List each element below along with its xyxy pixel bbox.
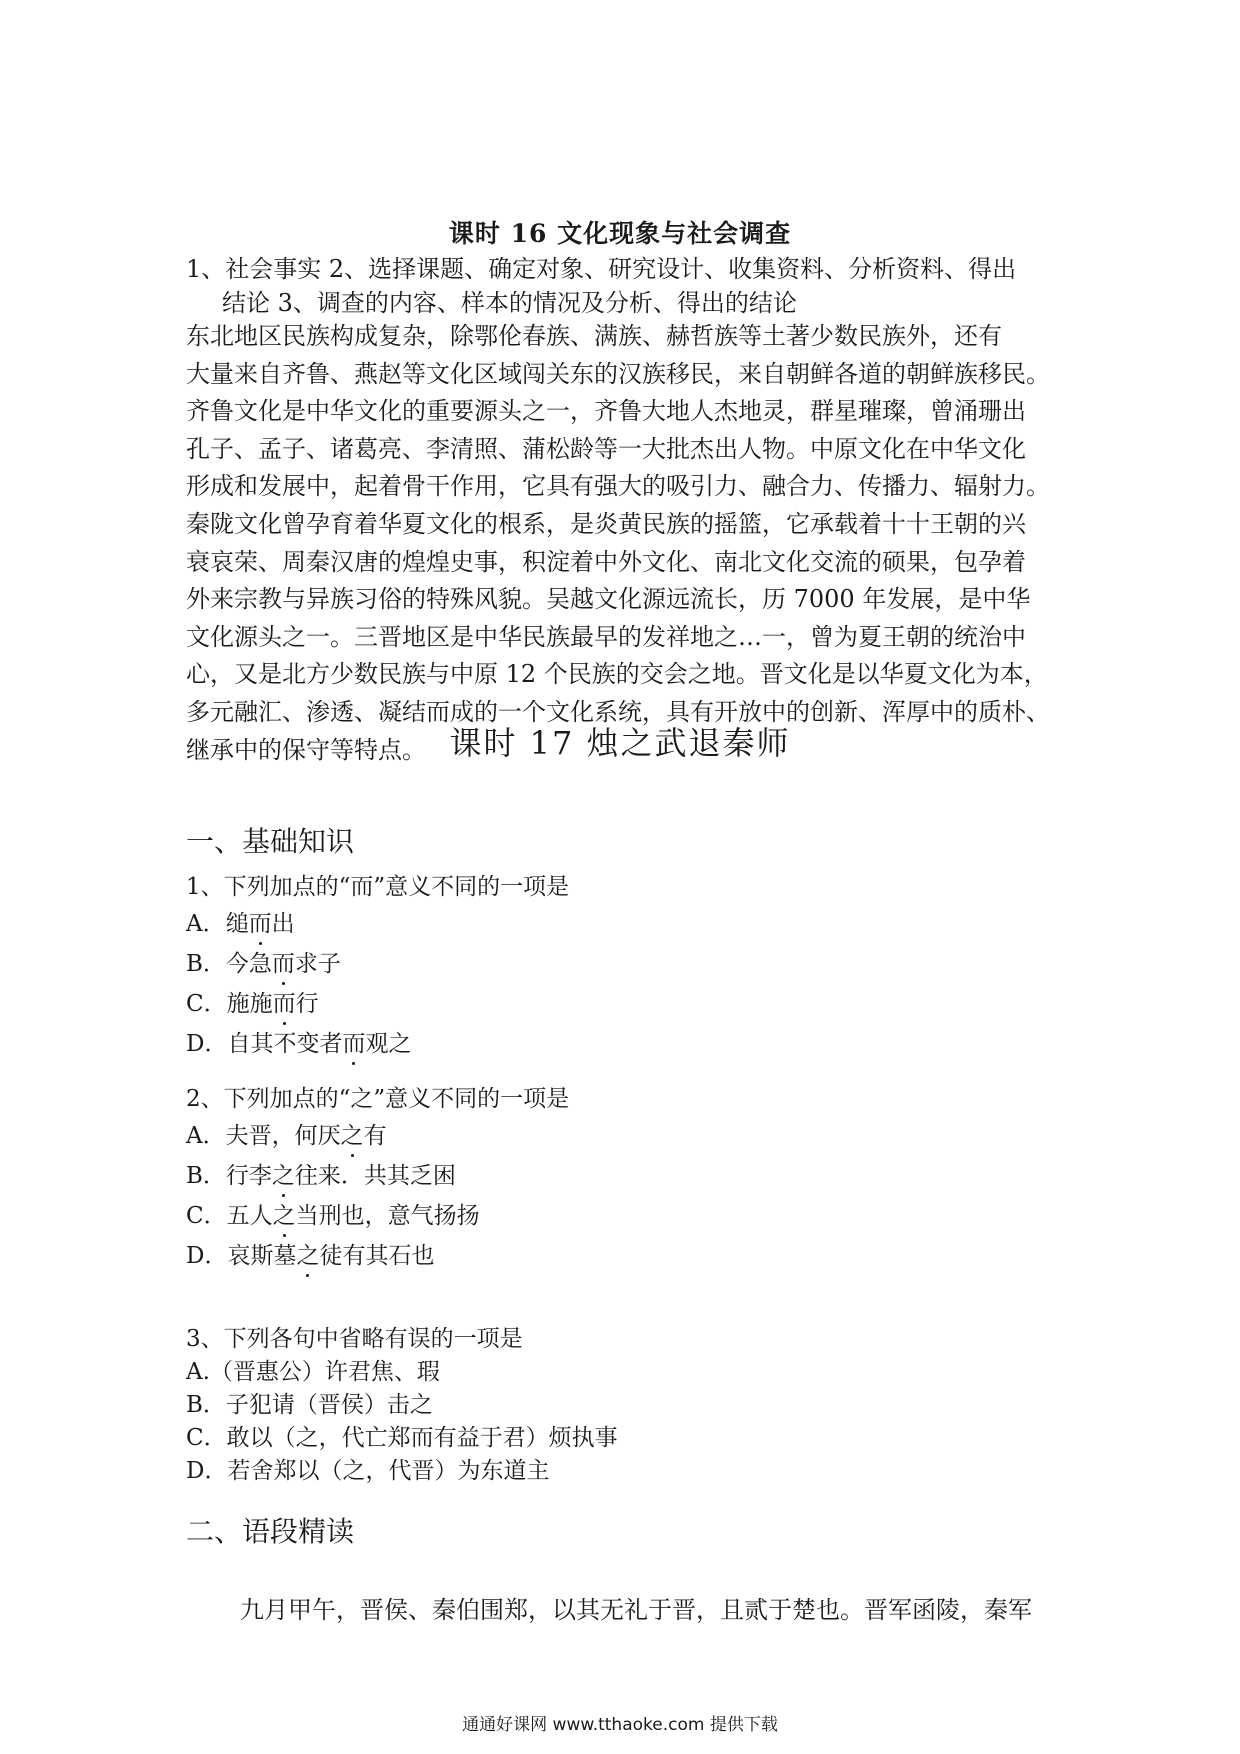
- section-heading-reading: 二、语段精读: [186, 1515, 355, 1548]
- question-2-option-b: B．行李之往来．共其乏困: [186, 1163, 456, 1189]
- paragraph-line: 秦陇文化曾孕育着华夏文化的根系，是炎黄民族的摇篮，它承载着十十王朝的兴: [186, 509, 1026, 538]
- dotted-char: 之: [272, 1203, 296, 1229]
- lesson17-title: 课时 17 烛之武退秦师: [449, 724, 791, 762]
- paragraph-line: 齐鲁文化是中华文化的重要源头之一，齐鲁大地人杰地灵，群星璀璨，曾涌珊出: [186, 397, 1026, 426]
- question-2-option-c: C．五人之当刑也，意气扬扬: [186, 1203, 480, 1229]
- question-3-option-a: A.（晋惠公）许君焦、瑕: [186, 1359, 440, 1385]
- paragraph-line: 衰哀荣、周秦汉唐的煌煌史事，积淀着中外文化、南北文化交流的硕果，包孕着: [186, 547, 1026, 576]
- question-1-option-d: D．自其不变者而观之: [186, 1031, 412, 1057]
- dotted-char: 而: [248, 911, 272, 937]
- question-1-option-a: A．缒而出: [186, 911, 295, 937]
- question-2-option-a: A．夫晋，何厌之有: [186, 1123, 387, 1149]
- dotted-char: 而: [272, 991, 296, 1017]
- paragraph-line: 大量来自齐鲁、燕赵等文化区域闯关东的汉族移民，来自朝鲜各道的朝鲜族移民。: [186, 359, 1050, 388]
- paragraph-line: 孔子、孟子、诸葛亮、李清照、蒲松龄等一大批杰出人物。中原文化在中华文化: [186, 434, 1026, 463]
- dotted-char: 而: [342, 1031, 366, 1057]
- passage-first-line: 九月甲午，晋侯、秦伯围郑，以其无礼于晋，且贰于楚也。晋军函陵，秦军: [240, 1596, 1032, 1624]
- page-footer: 通通好课网 www.tthaoke.com 提供下载: [462, 1715, 778, 1735]
- question-1-stem: 1、下列加点的“而”意义不同的一项是: [186, 874, 570, 900]
- question-3-option-d: D．若舍郑以（之，代晋）为东道主: [186, 1458, 550, 1484]
- lesson16-answers: [186, 252, 1066, 320]
- paragraph-line: 文化源头之一。三晋地区是中华民族最早的发祥地之…一，曾为夏王朝的统治中: [186, 622, 1026, 651]
- question-3-option-c: C．敢以（之，代亡郑而有益于君）烦执事: [186, 1425, 618, 1451]
- lesson16-paragraph: [186, 318, 1066, 769]
- paragraph-line: 心，又是北方少数民族与中原 12 个民族的交会之地。晋文化是以华夏文化为本，: [186, 660, 1048, 689]
- question-3: [186, 1322, 1066, 1488]
- dotted-char: 之: [271, 1163, 295, 1189]
- question-2-option-d: D．哀斯墓之徒有其石也: [186, 1243, 435, 1269]
- dotted-char: 之: [296, 1243, 320, 1269]
- answers-line-2: 结论 3、调查的内容、样本的情况及分析、得出的结论: [222, 289, 797, 317]
- question-1-option-b: B．今急而求子: [186, 951, 341, 977]
- answers-line-1: 1、社会事实 2、选择课题、确定对象、研究设计、收集资料、分析资料、得出: [186, 255, 1017, 283]
- question-3-option-b: B．子犯请（晋侯）击之: [186, 1392, 433, 1418]
- question-2-stem: 2、下列加点的“之”意义不同的一项是: [186, 1086, 570, 1112]
- paragraph-line: 东北地区民族构成复杂，除鄂伦春族、满族、赫哲族等土著少数民族外，还有: [186, 322, 1002, 350]
- section-heading-basic: 一、基础知识: [186, 825, 355, 858]
- paragraph-line: 多元融汇、渗透、凝结而成的一个文化系统，具有开放中的创新、浑厚中的质朴、: [186, 697, 1050, 726]
- dotted-char: 之: [340, 1123, 364, 1149]
- question-1: [186, 870, 1066, 1064]
- paragraph-line: 外来宗教与异族习俗的特殊风貌。吴越文化源远流长，历 7000 年发展，是中华: [186, 585, 1031, 614]
- lesson16-title: 课时 16 文化现象与社会调查: [448, 219, 792, 248]
- paragraph-line: 继承中的保守等特点。: [186, 735, 426, 764]
- question-2: [186, 1082, 1066, 1276]
- paragraph-line: 形成和发展中，起着骨干作用，它具有强大的吸引力、融合力、传播力、辐射力。: [186, 472, 1050, 501]
- dotted-char: 而: [271, 951, 295, 977]
- question-3-stem: 3、下列各句中省略有误的一项是: [186, 1326, 523, 1352]
- question-1-option-c: C．施施而行: [186, 991, 319, 1017]
